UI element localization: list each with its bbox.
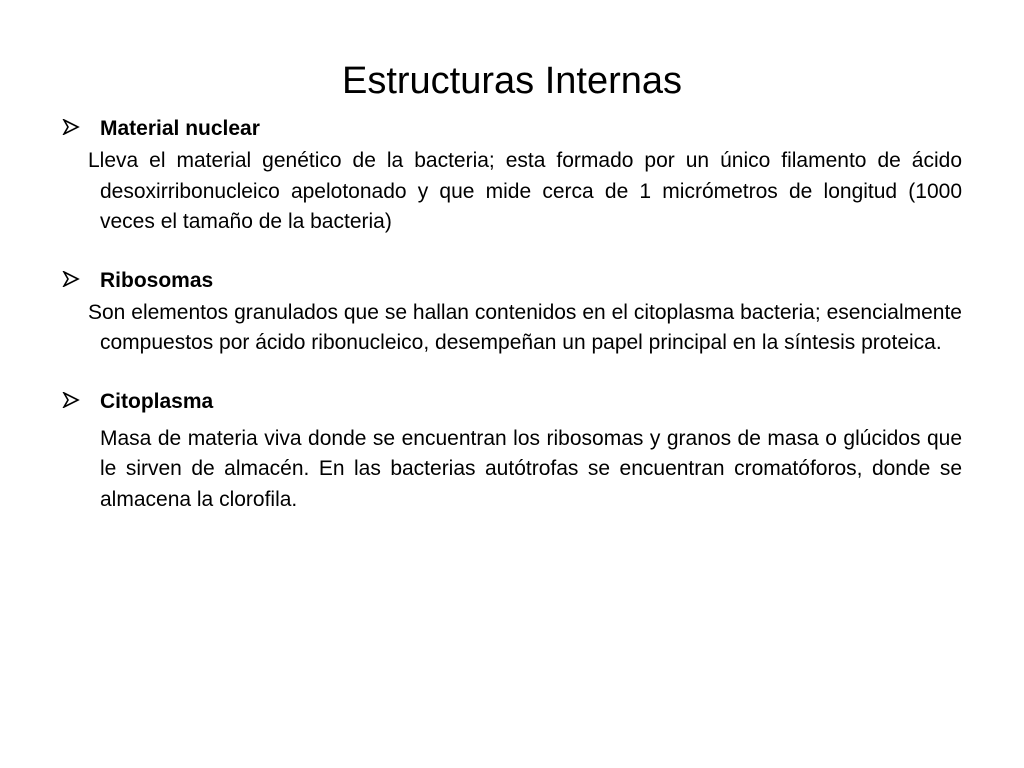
arrowhead-bullet-icon [62,264,100,298]
section-heading: Material nuclear [100,117,260,140]
section-body: Lleva el material genético de la bacteria; esta formado por un único filamento de ácido desoxirribonucleico apelotonado y que mide cerca de 1 micrómetros de longitud (1000 veces el tamaño de la bacteria) [88,149,962,233]
bullet-row [62,112,962,146]
section-citoplasma [62,385,962,516]
bullet-row [62,264,962,298]
section-ribosomas [62,264,962,359]
slide-content [62,112,962,541]
section-body: Son elementos granulados que se hallan contenidos en el citoplasma bacteria; esencialmente compuestos por ácido ribonucleico, desempeñan un papel principal en la síntesis proteica. [88,300,962,354]
arrowhead-bullet-icon [62,385,100,419]
bullet-row [62,385,962,419]
arrowhead-bullet-icon [62,112,100,146]
section-heading: Ribosomas [100,268,214,292]
section-material-nuclear [62,112,962,238]
slide-title: Estructuras Internas [341,60,683,102]
section-body: Masa de materia viva donde se encuentran los ribosomas y granos de masa o glúcidos que le sirven de almacén. En las bacterias autótrofas se encuentran cromatóforos, donde se almacena la clorofila. [100,426,962,511]
section-heading: Citoplasma [100,389,214,413]
